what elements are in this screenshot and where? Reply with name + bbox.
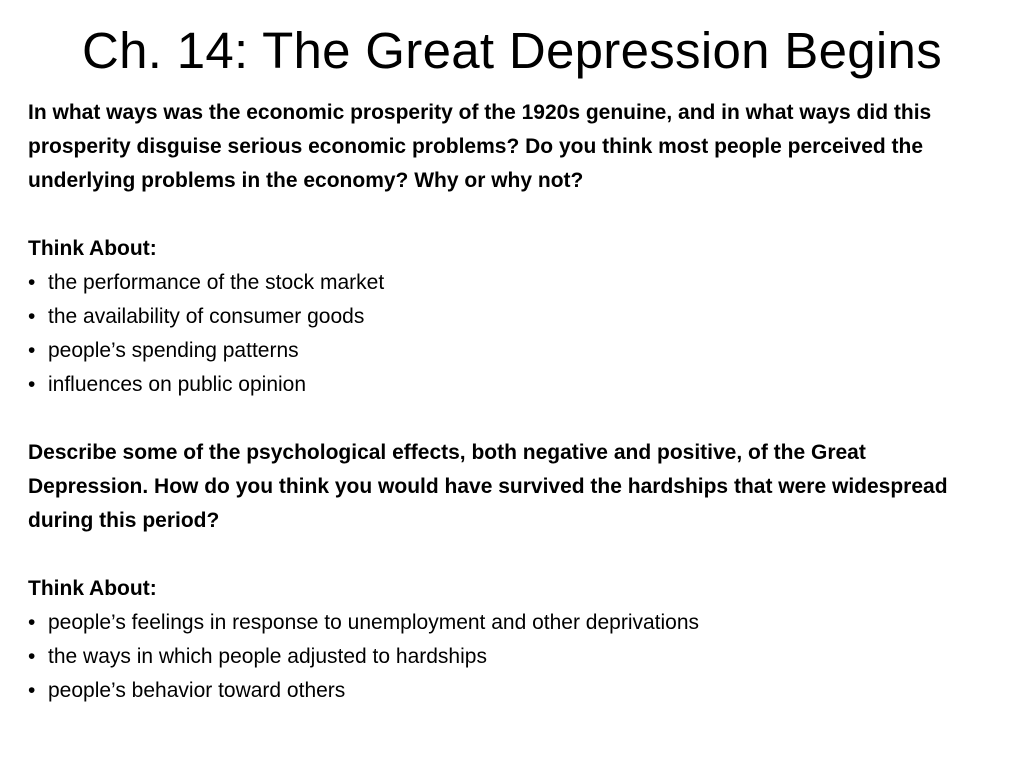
spacer (28, 402, 988, 436)
bullet-list-2 (28, 606, 988, 708)
bullet-icon: • (28, 305, 36, 328)
bullet-text: people’s spending patterns (48, 339, 299, 362)
bullet-item (28, 606, 988, 640)
bullet-text: the performance of the stock market (48, 271, 385, 294)
slide-title: Ch. 14: The Great Depression Begins (81, 22, 943, 79)
bullet-item (28, 674, 988, 708)
bullet-icon: • (28, 645, 36, 668)
bullet-text: the ways in which people adjusted to hardships (48, 645, 487, 668)
bullet-icon: • (28, 373, 36, 396)
bullet-icon: • (28, 271, 36, 294)
bullet-icon: • (28, 679, 36, 702)
bullet-text: the availability of consumer goods (48, 305, 365, 328)
spacer (28, 538, 988, 572)
slide-body (28, 96, 988, 708)
bullet-item (28, 334, 988, 368)
spacer (28, 198, 988, 232)
bullet-icon: • (28, 611, 36, 634)
think-about-heading-1: Think About: (28, 237, 157, 260)
bullet-text: people’s feelings in response to unemployment and other deprivations (48, 611, 700, 634)
bullet-item (28, 300, 988, 334)
bullet-list-1 (28, 266, 988, 402)
bullet-text: influences on public opinion (48, 373, 307, 396)
question-1: In what ways was the economic prosperity of the 1920s genuine, and in what ways did this prosperity disguise serious economic problems? Do you think most people perceived the underlying problems in the economy? Why or why not? (28, 101, 932, 192)
think-about-heading-2: Think About: (28, 577, 157, 600)
bullet-item (28, 640, 988, 674)
bullet-item (28, 368, 988, 402)
bullet-icon: • (28, 339, 36, 362)
bullet-text: people’s behavior toward others (48, 679, 346, 702)
question-2: Describe some of the psychological effects, both negative and positive, of the Great Depression. How do you think you would have survived the hardships that were widespread during this period? (28, 441, 948, 532)
bullet-item (28, 266, 988, 300)
